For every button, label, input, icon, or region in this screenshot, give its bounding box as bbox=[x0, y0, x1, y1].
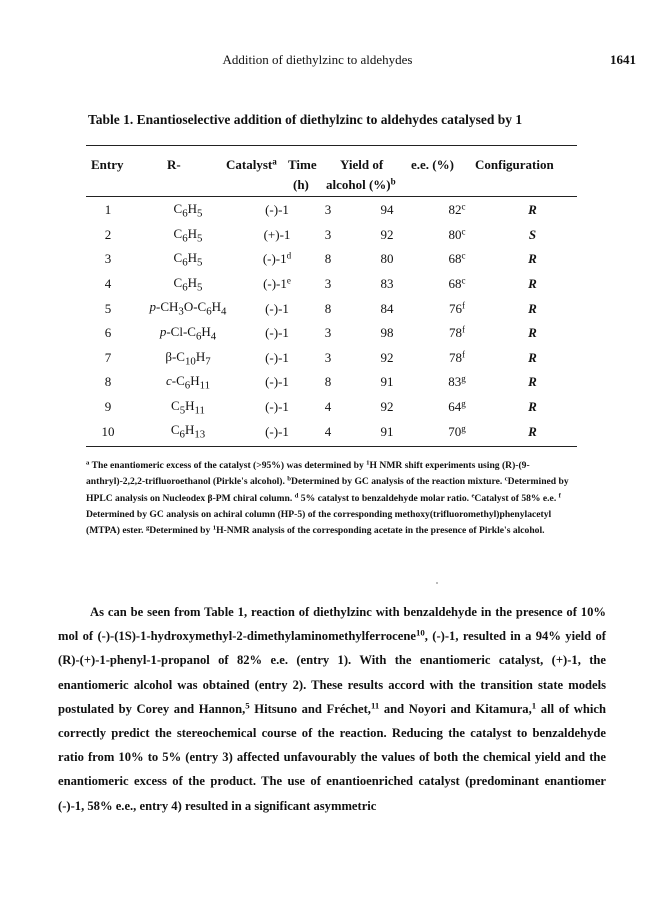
cell-time: 3 bbox=[324, 202, 332, 218]
citation-10: 10 bbox=[415, 627, 425, 638]
table-bottom-rule bbox=[86, 446, 577, 447]
ee-value: 76 bbox=[448, 300, 462, 316]
r-sub-2: 11 bbox=[199, 379, 211, 392]
cell-configuration: R bbox=[528, 325, 537, 341]
cell-catalyst bbox=[246, 198, 308, 223]
catalyst-value: (-)-1 bbox=[265, 374, 289, 390]
ee-value: 82 bbox=[448, 202, 462, 218]
cell-r-group bbox=[130, 272, 246, 297]
cell-yield: 84 bbox=[380, 300, 394, 316]
catalyst-value: (-)-1 bbox=[265, 325, 289, 341]
cell-catalyst bbox=[246, 395, 308, 420]
cell-time: 3 bbox=[324, 325, 332, 341]
footnote-e-mark: e bbox=[471, 492, 475, 500]
cell-ee bbox=[426, 395, 488, 420]
footnote-d-mark: d bbox=[294, 492, 299, 500]
ee-value: 83 bbox=[448, 374, 462, 390]
cell-configuration: R bbox=[528, 202, 537, 218]
footnote-a-text-2: H NMR shift experiments using (R)-(9-anthryl)-2,2,2-trifluoroethanol (Pirkle's alcohol). bbox=[86, 460, 530, 488]
ee-sup: c bbox=[461, 201, 466, 212]
r-sub-3: 4 bbox=[221, 305, 227, 318]
footnote-a-sup: 1 bbox=[366, 459, 370, 467]
r-part-2: H bbox=[187, 274, 198, 290]
cell-catalyst bbox=[246, 419, 308, 444]
catalyst-value: (-)-1 bbox=[265, 202, 289, 218]
header-yield-sup: b bbox=[390, 176, 396, 187]
table-footnotes bbox=[86, 458, 581, 539]
cell-entry: 1 bbox=[104, 202, 112, 218]
cell-yield: 83 bbox=[380, 276, 394, 292]
catalyst-value: (-)-1 bbox=[265, 423, 289, 439]
r-part-2: O-C bbox=[183, 299, 207, 315]
cell-time: 4 bbox=[324, 423, 332, 439]
table-row bbox=[86, 296, 577, 321]
cell-r-group bbox=[130, 247, 246, 272]
table-row bbox=[86, 223, 577, 248]
footnote-g-text: Determined by bbox=[149, 525, 213, 537]
data-table bbox=[86, 198, 577, 444]
cell-r-group bbox=[130, 419, 246, 444]
header-entry: Entry bbox=[91, 157, 124, 172]
body-text-2: , (-)-1, resulted in a 94% yield of (R)-(+)-1-phenyl-1-propanol of 82% e.e. (entry 1). With the enantiomeric catalyst, (+)-1, the enantiomeric alcohol was obtained (entry 2). These results accord with the transition state models postulated by Corey and Hannon, bbox=[58, 629, 606, 716]
ee-value: 80 bbox=[448, 226, 462, 242]
cell-ee bbox=[426, 296, 488, 321]
r-sub-1: 6 bbox=[195, 330, 202, 343]
r-sub-1: 6 bbox=[182, 232, 188, 245]
cell-catalyst bbox=[246, 346, 308, 371]
cell-r-group bbox=[130, 346, 246, 371]
r-sub-1: 3 bbox=[178, 305, 184, 318]
catalyst-sup: e bbox=[286, 275, 291, 286]
ee-sup: g bbox=[461, 398, 466, 409]
table-row bbox=[86, 321, 577, 346]
footnote-f-mark: f bbox=[558, 492, 561, 500]
cell-ee bbox=[426, 198, 488, 223]
cell-yield: 98 bbox=[380, 325, 394, 341]
ee-value: 68 bbox=[448, 251, 462, 267]
cell-yield: 94 bbox=[380, 202, 394, 218]
header-yield-2-text: alcohol (%) bbox=[326, 177, 391, 192]
footnote-d-text: 5% catalyst to benzaldehyde molar ratio. bbox=[298, 492, 472, 504]
r-sub-1: 6 bbox=[179, 428, 185, 441]
cell-ee bbox=[426, 419, 488, 444]
footnote-g-sup: 1 bbox=[212, 524, 217, 532]
cell-yield: 92 bbox=[380, 399, 394, 415]
cell-r-group bbox=[130, 296, 246, 321]
footnote-g-mark: g bbox=[145, 524, 150, 532]
cell-entry: 8 bbox=[104, 374, 112, 390]
header-configuration: Configuration bbox=[475, 157, 554, 172]
r-part-1: C bbox=[173, 201, 183, 216]
ee-value: 68 bbox=[448, 276, 462, 292]
paragraph-1 bbox=[58, 600, 606, 818]
header-ee: e.e. (%) bbox=[411, 157, 454, 172]
cell-catalyst bbox=[246, 223, 308, 248]
cell-configuration: R bbox=[528, 251, 537, 267]
cell-yield: 92 bbox=[380, 349, 394, 365]
cell-entry: 7 bbox=[104, 349, 112, 365]
header-catalyst-sup: a bbox=[272, 156, 277, 167]
cell-configuration: R bbox=[528, 349, 537, 365]
cell-configuration: R bbox=[528, 399, 537, 415]
citation-1: 1 bbox=[531, 700, 537, 711]
r-part-2: H bbox=[187, 225, 198, 241]
ee-value: 70 bbox=[448, 423, 462, 439]
cell-ee bbox=[426, 370, 488, 395]
r-part-2: H bbox=[187, 250, 198, 266]
body-text-5: all of which correctly predict the stereochemical course of the reaction. Reducing the catalyst to benzaldehyde ratio from 10% to 5% (entry 3) affected unfavourably the values of both the chemical yield and the enantiomeric excess of the product. The use of enantioenriched catalyst (predominant enantiomer (-)-1, 58% e.e., entry 4) resulted in a significant asymmetric bbox=[58, 701, 606, 813]
r-sub-2: 5 bbox=[197, 281, 203, 294]
cell-entry: 9 bbox=[104, 399, 112, 415]
r-sub-1: 6 bbox=[184, 379, 191, 392]
cell-entry: 3 bbox=[104, 251, 112, 267]
cell-yield: 91 bbox=[380, 374, 394, 390]
r-part-1: C bbox=[173, 274, 183, 290]
r-part-2: H bbox=[201, 323, 211, 339]
r-sub-2: 13 bbox=[194, 428, 206, 441]
r-sub-1: 6 bbox=[182, 256, 188, 269]
catalyst-sup: d bbox=[286, 250, 292, 261]
r-sub-1: 10 bbox=[184, 355, 196, 368]
ee-value: 64 bbox=[448, 399, 462, 415]
r-sub-2: 5 bbox=[197, 232, 203, 245]
cell-yield: 80 bbox=[380, 251, 394, 267]
ee-sup: c bbox=[461, 226, 466, 237]
cell-time: 3 bbox=[324, 349, 332, 365]
r-part-2: H bbox=[195, 348, 206, 364]
cell-time: 3 bbox=[324, 226, 332, 242]
running-title: Addition of diethylzinc to aldehydes bbox=[222, 52, 413, 67]
footnote-a-text: The enantiomeric excess of the catalyst (>95%) was determined by bbox=[89, 460, 367, 471]
r-prefix: c- bbox=[165, 373, 177, 389]
cell-ee bbox=[426, 247, 488, 272]
scan-speck bbox=[436, 582, 438, 584]
ee-sup: c bbox=[461, 250, 466, 261]
ee-value: 78 bbox=[448, 349, 462, 365]
footnote-f-text: Determined by GC analysis on achiral column (HP-5) of the corresponding methoxy(trifluoromethyl)phenylacetyl (MTPA) ester. bbox=[86, 508, 552, 537]
header-catalyst-text: Catalyst bbox=[226, 157, 273, 172]
catalyst-value: (+)-1 bbox=[263, 226, 291, 242]
ee-sup: f bbox=[461, 324, 466, 335]
header-r: R- bbox=[167, 157, 181, 172]
cell-r-group bbox=[130, 395, 246, 420]
cell-catalyst bbox=[246, 247, 308, 272]
table-row bbox=[86, 272, 577, 297]
body-text-3: Hitsuno and Fréchet, bbox=[249, 701, 371, 716]
cell-entry: 2 bbox=[104, 226, 112, 242]
ee-value: 78 bbox=[448, 325, 462, 341]
catalyst-value: (-)-1 bbox=[265, 349, 289, 365]
r-part-1: CH bbox=[160, 299, 179, 315]
catalyst-value: (-)-1 bbox=[265, 300, 289, 316]
footnote-b-text: Determined by GC analysis of the reaction mixture. bbox=[291, 476, 505, 488]
table-row bbox=[86, 395, 577, 420]
footnote-g-text-2: H-NMR analysis of the corresponding acetate in the presence of Pirkle's alcohol. bbox=[216, 525, 545, 537]
cell-time: 3 bbox=[324, 276, 332, 292]
cell-r-group bbox=[130, 370, 246, 395]
r-prefix: p- bbox=[149, 299, 161, 315]
cell-time: 8 bbox=[324, 374, 332, 390]
cell-configuration: S bbox=[528, 226, 537, 242]
r-part-2: H bbox=[185, 397, 195, 413]
ee-sup: f bbox=[461, 300, 466, 311]
catalyst-value: (-)-1 bbox=[262, 251, 287, 267]
cell-r-group bbox=[130, 321, 246, 346]
r-part-2: H bbox=[187, 201, 198, 216]
page-number: 1641 bbox=[610, 52, 636, 67]
cell-r-group bbox=[130, 198, 246, 223]
body-text-4: and Noyori and Kitamura, bbox=[379, 701, 532, 716]
r-part-2: H bbox=[190, 373, 200, 389]
cell-configuration: R bbox=[528, 423, 537, 439]
cell-entry: 10 bbox=[101, 423, 115, 439]
cell-yield: 92 bbox=[380, 226, 394, 242]
r-part-1: C bbox=[171, 397, 180, 413]
cell-ee bbox=[426, 321, 488, 346]
cell-entry: 6 bbox=[104, 325, 112, 341]
cell-catalyst bbox=[246, 370, 308, 395]
header-catalyst bbox=[226, 157, 277, 173]
cell-ee bbox=[426, 346, 488, 371]
ee-sup: f bbox=[461, 349, 466, 360]
cell-entry: 4 bbox=[104, 276, 112, 292]
r-part-3: H bbox=[211, 299, 222, 315]
r-sub-1: 5 bbox=[179, 404, 186, 417]
cell-catalyst bbox=[246, 296, 308, 321]
footnote-c-text: Determined by HPLC analysis on Nucleodex β-PM chiral column. bbox=[86, 476, 569, 504]
cell-configuration: R bbox=[528, 300, 537, 316]
header-yield: Yield of bbox=[340, 157, 384, 172]
header-time: Time bbox=[288, 157, 317, 172]
catalyst-value: (-)-1 bbox=[263, 276, 287, 292]
r-prefix: p- bbox=[159, 323, 171, 339]
r-part-1: C bbox=[170, 422, 180, 438]
cell-r-group bbox=[130, 223, 246, 248]
header-time-unit: (h) bbox=[293, 177, 309, 192]
cell-time: 8 bbox=[324, 251, 332, 267]
cell-configuration: R bbox=[528, 374, 537, 390]
ee-sup: c bbox=[461, 275, 466, 286]
catalyst-value: (-)-1 bbox=[265, 399, 289, 415]
footnote-a-mark: a bbox=[86, 459, 90, 467]
cell-catalyst bbox=[246, 272, 308, 297]
r-part-1: β-C bbox=[165, 348, 185, 364]
citation-5: 5 bbox=[245, 700, 250, 711]
cell-configuration: R bbox=[528, 276, 537, 292]
cell-time: 4 bbox=[324, 399, 332, 415]
r-part-1: Cl-C bbox=[170, 323, 196, 339]
r-sub-2: 6 bbox=[206, 305, 212, 318]
cell-catalyst bbox=[246, 321, 308, 346]
body-paragraph bbox=[58, 600, 606, 818]
r-sub-2: 5 bbox=[197, 256, 203, 269]
body-text-1: As can be seen from Table 1, reaction of diethylzinc with benzaldehyde in the presence of 10% mol of (-)-(1S)-1-hydroxymethyl-2-dimethylaminomethylferrocene bbox=[58, 605, 606, 644]
cell-ee bbox=[426, 272, 488, 297]
ee-sup: g bbox=[461, 423, 466, 434]
table-row bbox=[86, 419, 577, 444]
r-part-1: C bbox=[176, 373, 185, 389]
table-row bbox=[86, 346, 577, 371]
cell-time: 8 bbox=[324, 300, 332, 316]
cell-yield: 91 bbox=[380, 423, 394, 439]
table-row bbox=[86, 370, 577, 395]
r-sub-2: 11 bbox=[194, 404, 205, 417]
footnote-e-text: Catalyst of 58% e.e. bbox=[474, 492, 559, 504]
table-row bbox=[86, 198, 577, 223]
table-header-rule bbox=[86, 196, 577, 197]
header-yield-2 bbox=[326, 177, 396, 193]
r-sub-2: 7 bbox=[205, 355, 211, 368]
r-sub-2: 4 bbox=[210, 330, 217, 343]
r-sub-2: 5 bbox=[197, 207, 203, 220]
ee-sup: g bbox=[461, 373, 466, 384]
r-sub-1: 6 bbox=[182, 281, 188, 294]
running-head bbox=[0, 52, 672, 68]
table-top-rule bbox=[86, 145, 577, 146]
r-part-1: C bbox=[173, 250, 183, 266]
cell-ee bbox=[426, 223, 488, 248]
r-part-2: H bbox=[184, 422, 195, 438]
footnote-b-mark: b bbox=[287, 475, 292, 483]
r-sub-1: 6 bbox=[182, 207, 188, 220]
citation-11: 11 bbox=[370, 700, 380, 711]
footnote-c-mark: c bbox=[504, 475, 508, 483]
r-part-1: C bbox=[173, 225, 183, 241]
table-caption: Table 1. Enantioselective addition of diethylzinc to aldehydes catalysed by 1 bbox=[88, 112, 523, 127]
table-row bbox=[86, 247, 577, 272]
cell-entry: 5 bbox=[104, 300, 112, 316]
